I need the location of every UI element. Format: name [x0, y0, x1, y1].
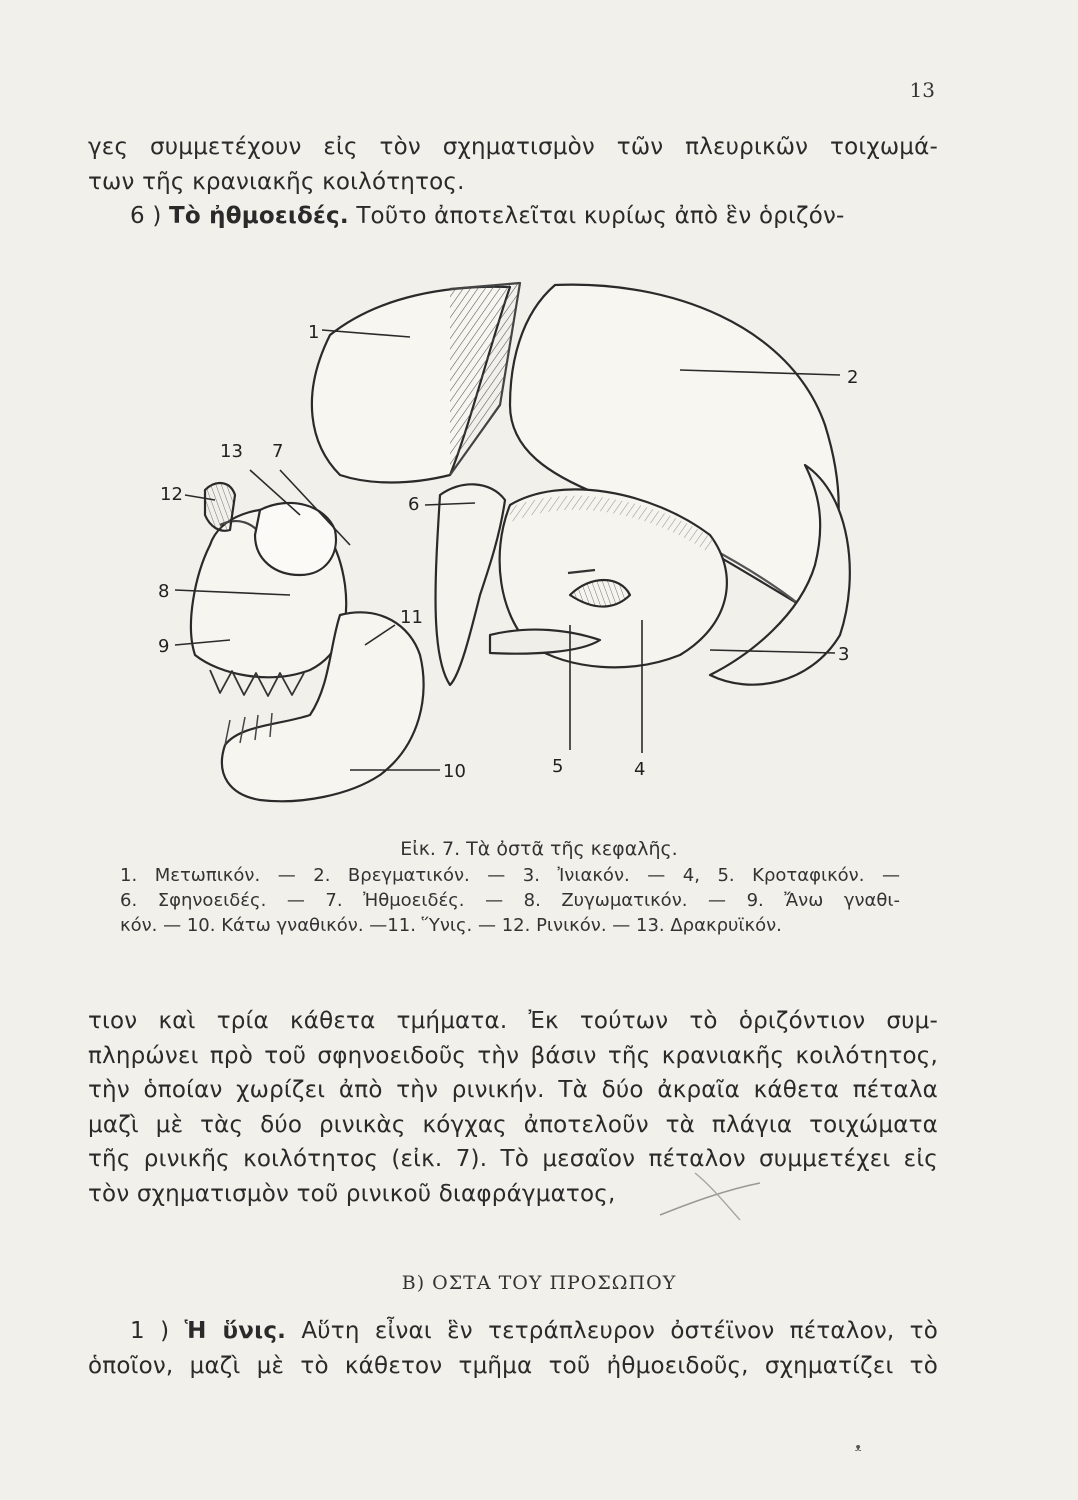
text-line: μαζὶ μὲ τὰς δύο ρινικὰς κόγχας ἀποτελοῦν τὰ πλάγια τοιχώματα: [88, 1111, 938, 1138]
item-text: Αὕτη εἶναι ἓν τετράπλευρον ὀστέϊνον πέταλον, τὸ: [301, 1318, 938, 1344]
figure-label: 8: [158, 581, 170, 602]
text-line: τῆς ρινικῆς κοιλότητος (εἰκ. 7). Τὸ μεσαῖον πέταλον συμμετέχει εἰς: [88, 1146, 938, 1172]
skull-illustration: [150, 275, 870, 835]
legend-line: 1. Μετωπικόν. — 2. Βρεγματικόν. — 3. Ἰνιακόν. — 4, 5. Κροταφικόν. —: [120, 865, 900, 886]
pencil-mark: [655, 1165, 765, 1225]
figure-legend: [120, 863, 900, 938]
page-number: 13: [909, 78, 935, 102]
legend-line: κόν. — 10. Κάτω γναθικόν. —11. Ὕνις. — 12. Ρινικόν. — 13. Δρακρυϊκόν.: [120, 915, 782, 936]
heading-line-ethmoid: [88, 199, 938, 234]
sphenoid-bone: [436, 484, 505, 685]
text-line: πληρώνει πρὸ τοῦ σφηνοειδοῦς τὴν βάσιν τῆς κρανιακῆς κοιλότητος,: [88, 1042, 938, 1069]
bottom-paragraph: [88, 1314, 938, 1383]
item-heading: Τὸ ἠθμοειδές.: [169, 203, 349, 229]
text-line: γες συμμετέχουν εἰς τὸν σχηματισμὸν τῶν πλευρικῶν τοιχωμά-: [88, 134, 938, 160]
figure-label: 12: [160, 484, 183, 505]
top-paragraph: [88, 130, 938, 234]
figure-label: 5: [552, 756, 564, 777]
text-line: τιον καὶ τρία κάθετα τμήματα. Ἐκ τούτων τὸ ὁριζόντιον συμ-: [88, 1008, 938, 1034]
figure-label: 4: [634, 759, 646, 780]
figure-label: 9: [158, 636, 170, 657]
figure-label: 3: [838, 644, 850, 665]
figure-label: 2: [847, 367, 859, 388]
footer-mark: ᵜ: [855, 1440, 862, 1459]
figure-label: 11: [400, 607, 423, 628]
figure-label: 10: [443, 761, 466, 782]
item-number: 6 ): [130, 203, 162, 229]
text-line: τὴν ὁποίαν χωρίζει ἀπὸ τὴν ρινικήν. Τὰ δύο ἀκραῖα κάθετα πέταλα: [88, 1077, 938, 1103]
figure-label: 13: [220, 441, 243, 462]
nasal-bone: [205, 483, 235, 531]
middle-paragraph: [88, 1004, 938, 1211]
figure-caption: Εἰκ. 7. Τὰ ὀστᾶ τῆς κεφαλῆς.: [400, 838, 678, 860]
text-line: των τῆς κρανιακῆς κοιλότητος.: [88, 168, 465, 195]
figure-label: 6: [408, 494, 420, 515]
item-text: Τοῦτο ἀποτελεῖται κυρίως ἀπὸ ἓν ὁριζόν-: [356, 203, 845, 229]
heading-line-vomer: [88, 1314, 938, 1349]
legend-line: 6. Σφηνοειδές. — 7. Ἠθμοειδές. — 8. Ζυγωματικόν. — 9. Ἄνω γναθι-: [120, 890, 900, 911]
text-line: ὁποῖον, μαζὶ μὲ τὸ κάθετον τμῆμα τοῦ ἠθμοειδοῦς, σχηματίζει τὸ: [88, 1352, 938, 1379]
orbit: [255, 503, 336, 575]
item-number: 1 ): [130, 1318, 170, 1344]
figure-label: 7: [272, 441, 284, 462]
item-heading: Ἡ ὕνις.: [184, 1318, 287, 1344]
text-line: τὸν σχηματισμὸν τοῦ ρινικοῦ διαφράγματος,: [88, 1180, 616, 1207]
section-title: Β) ΟΣΤΑ ΤΟΥ ΠΡΟΣΩΠΟΥ: [401, 1272, 677, 1294]
figure-label: 1: [308, 322, 320, 343]
